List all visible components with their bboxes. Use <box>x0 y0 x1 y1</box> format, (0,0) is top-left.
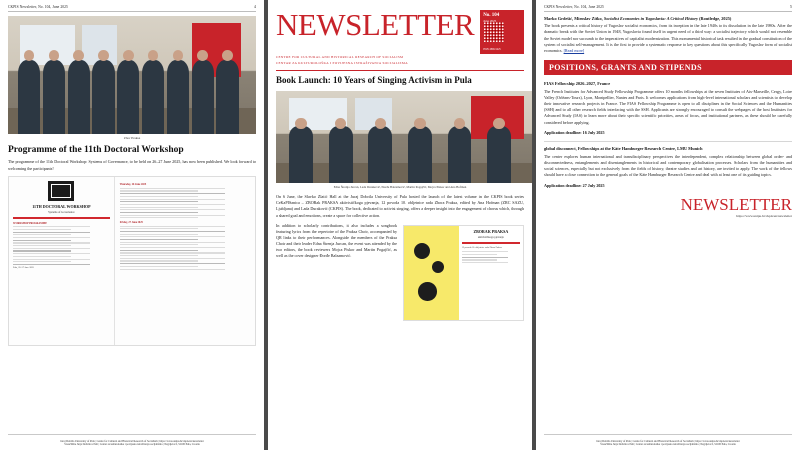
footer-line-1-right: Juraj Dobrila University of Pula | Centre for Cultural and Historical Research of Socialism | https://www.unipu.hr/ckpis/en/newsletter <box>596 439 740 443</box>
grant-title-fias: FIAS Fellowship 2026–2027, France <box>544 81 611 86</box>
header-issue-text: CKPIS Newsletter, No. 104, June 2025 <box>8 5 68 9</box>
header-page-number: 4 <box>254 5 256 9</box>
photo-choir-performance <box>8 16 256 134</box>
qr-code-icon[interactable] <box>484 22 504 42</box>
workshop-programme-poster <box>8 176 256 346</box>
page-footer-right <box>536 440 800 447</box>
issue-stamp <box>480 10 524 54</box>
poster-accent-bar <box>13 217 110 219</box>
section-heading-positions: POSITIONS, GRANTS AND STIPENDS <box>544 60 792 75</box>
page-right <box>536 0 800 450</box>
grant-deadline-fias: Application deadline: 16 July 2025 <box>544 129 605 135</box>
masthead-subtitle-hr: CENTAR ZA KULTUROLOŠKA I POVIJESNA ISTRAŽIVANJA SOCIJALIZMA <box>276 60 408 65</box>
page-header-left <box>0 0 264 11</box>
footer-line-2-right: Sveučilište Jurja Dobrile u Puli | Centar za kulturološka i povijesna istraživanja socijalizma | Negrijeva 6, 52100 Pula, Croatia <box>600 443 736 447</box>
book-entry-publisher: (Routledge, 2025) <box>698 15 732 21</box>
footer-website-url[interactable]: https://www.unipu.hr/ckpis/en/newsletter <box>736 213 792 218</box>
article-title: Book Launch: 10 Years of Singing Activism in Pula <box>276 75 472 86</box>
divider <box>544 141 792 142</box>
list-item <box>544 81 792 135</box>
grant-deadline-lmu: Application deadline: 27 July 2025 <box>544 182 605 188</box>
masthead <box>268 0 532 54</box>
footer-line-1: Juraj Dobrila University of Pula | Centre for Cultural and Historical Research of Socialism | https://www.unipu.hr/ckpis/en/newsletter <box>60 439 204 443</box>
poster-info: Pula, 26–27 June 2025 <box>13 266 34 269</box>
photo-caption: Zbor Praksa <box>123 135 141 140</box>
book-cover-poster <box>403 225 524 321</box>
footer-line-2: Sveučilište Jurja Dobrile u Puli | Centar za kulturološka i povijesna istraživanja socijalizma | Negrijeva 6, 52100 Pula, Croatia <box>64 443 200 447</box>
grant-title-lmu: global disconnect, Fellowships at the Käte Hamburger Research Centre, LMU Munich <box>544 146 703 152</box>
book-entry-title-italic: Socialist Economies in Yugoslavia: A Critical History <box>603 15 698 21</box>
grant-body-fias: The French Institutes for Advanced Study Fellowship Programme offers 10 months fellowships at the seven Institutes of Aix-Marseille, Cergy, Loire Valley (Orléans-Tours), Lyon, Montpellier, Nantes and Paris. It welcomes applications from high-level international scholars and scientists to develop their innovative research projects in France. The FIAS Fellowship Programme is open to all disciplines in the Social Sciences and the Humanities (SSH) and to all other research fields interfacing with the SSH. Applicants are strongly encouraged to consult the webpages of the host Institutes for Advanced Study (IAS) to learn more about their specific scientific priorities, areas of focus, and institutional partners, as these should be carefully considered before applying. <box>544 88 792 125</box>
poster-col-head-2: Thursday, 26 June 2025 <box>119 183 147 187</box>
list-item <box>544 146 792 187</box>
panel-people-silhouettes <box>276 126 532 183</box>
article-column-text <box>276 223 397 321</box>
article-body <box>268 194 532 321</box>
masthead-subtitle-en: CENTRE FOR CULTURAL AND HISTORICAL RESEARCH OF SOCIALISM <box>276 55 404 59</box>
book-subtitle: aktivističkoga pjevanja <box>477 235 504 239</box>
grant-body-lmu: The center explores human international and transdisciplinary perspectives the interdependent, complex relationship between global order- and disconnectedness, entanglements and disentanglements in historical and contemporary globalisation processes. Scholars from the humanities and social sciences, especially but not exclusively from the fields of history, theatre studies and art history, are invited to apply. The work of the fellows should have a close connection to the general goals of the Käte Hamburger Research Centre and deal with at least one of its guiding topics. <box>544 153 792 178</box>
list-item <box>544 16 792 55</box>
read-more-link[interactable]: [Read more] <box>563 47 585 53</box>
poster-title: 11TH DOCTORAL WORKSHOP <box>32 203 91 209</box>
header-issue-text-right: CKPIS Newsletter, No. 104, June 2025 <box>544 5 604 9</box>
article-column-poster <box>403 223 524 321</box>
intro-paragraph <box>8 159 256 171</box>
photo-book-launch-panel <box>276 91 532 183</box>
header-page-number-right: 5 <box>790 5 792 9</box>
article-paragraph-2: In addition to scholarly contributions, it also includes a songbook featuring lyrics from the repertoire of the Praksa Choir, accompanied by QR links to their performances. Alongside the members of the Praksa Choir and their leader Edna Štrenja Jurcan, the event was attended by the two editors, the book reviewers Mojca Piskor and Martin Pogajčić, as well as the cover designer Đorđe Balzamović. <box>276 222 397 259</box>
photo-caption-panel: Edna Štrenja Jurcan, Lada Duraković, Đorđe Balzamović, Martin Pogajčić, Mojca Piskor and Ana Hofman <box>333 184 467 189</box>
book-entry-title <box>544 16 792 22</box>
footer-newsletter-wordmark: NEWSLETTER <box>680 194 792 214</box>
poster-right-column <box>115 177 255 345</box>
book-entry-text: The book presents a critical history of Yugoslav socialist economics, from its inception in the late 1940s to its dissolution in the late 1980s. After the dramatic break with the Soviet Union in 1948, Yugoslavia found itself in urgent need of a third way: a socialist trajectory which would not resemble the Soviet model nor succumb to the imperatives of capitalist modernization. This monumental historical task resulted in the gradual constitution of the system of socialist self-management. It is the first to provide a systematic response to key questions about this specifically Yugoslav form of socialist economics. <box>544 23 792 53</box>
book-note: 12 povoda 10. obljetnice rada Zbora Praksa <box>461 246 502 249</box>
masthead-title: NEWSLETTER <box>276 7 475 42</box>
book-title: ZBORAK PRAKSA <box>473 228 509 234</box>
page-title: Programme of the 11th Doctoral Workshop <box>8 144 184 155</box>
article-columns <box>276 223 524 321</box>
page-footer-left <box>0 440 264 447</box>
book-entry-authors: Marko Grdešić, Miroslav Zitko, <box>544 15 604 21</box>
book-entry-body <box>544 23 792 54</box>
poster-col-head-3: Friday, 27 June 2025 <box>119 220 143 224</box>
book-cover-art <box>404 226 459 320</box>
poster-left-column <box>9 177 115 345</box>
paragraph-text: The programme of the 11th Doctoral Workshop: Systems of Governance, to be held on 26–27 June 2025, has now been published. We look forward to welcoming the participants! <box>8 159 256 171</box>
poster-col-head-1: WORKSHOP PROGRAMME <box>13 221 47 225</box>
article-paragraph-1: On 6 June, the Slavko Zlatić Hall at the Juraj Dobrila University of Pula hosted the launch of the latest volume in the CKPIS book series CeKaPISanica – ZBORak PRAKSA aktivističkoga pjevanja, 12 povoda 10. obljetnice rada Zbora Praksa, edited by Ana Hofman (ZRC SAZU, Ljubljana) and Lada Duraković (CKPIS). The book, dedicated to activist singing, offers a deeper insight into the engagement of chorus which, through a shared goal and emotions, create a space for collective action. <box>276 194 524 218</box>
poster-subtitle: Systems of Governance <box>48 210 75 214</box>
page-middle <box>268 0 532 450</box>
issue-number: No. 104 <box>483 13 500 18</box>
page-header-right <box>536 0 800 11</box>
page-left-body <box>0 12 264 346</box>
issn-text: ISSN 2806-5425 <box>483 47 501 51</box>
university-logo-icon <box>48 181 74 201</box>
photo-people-silhouettes <box>8 60 256 133</box>
book-cover-text <box>459 226 523 320</box>
masthead-divider <box>276 70 524 71</box>
page-right-body <box>536 12 800 218</box>
page-left <box>0 0 264 450</box>
